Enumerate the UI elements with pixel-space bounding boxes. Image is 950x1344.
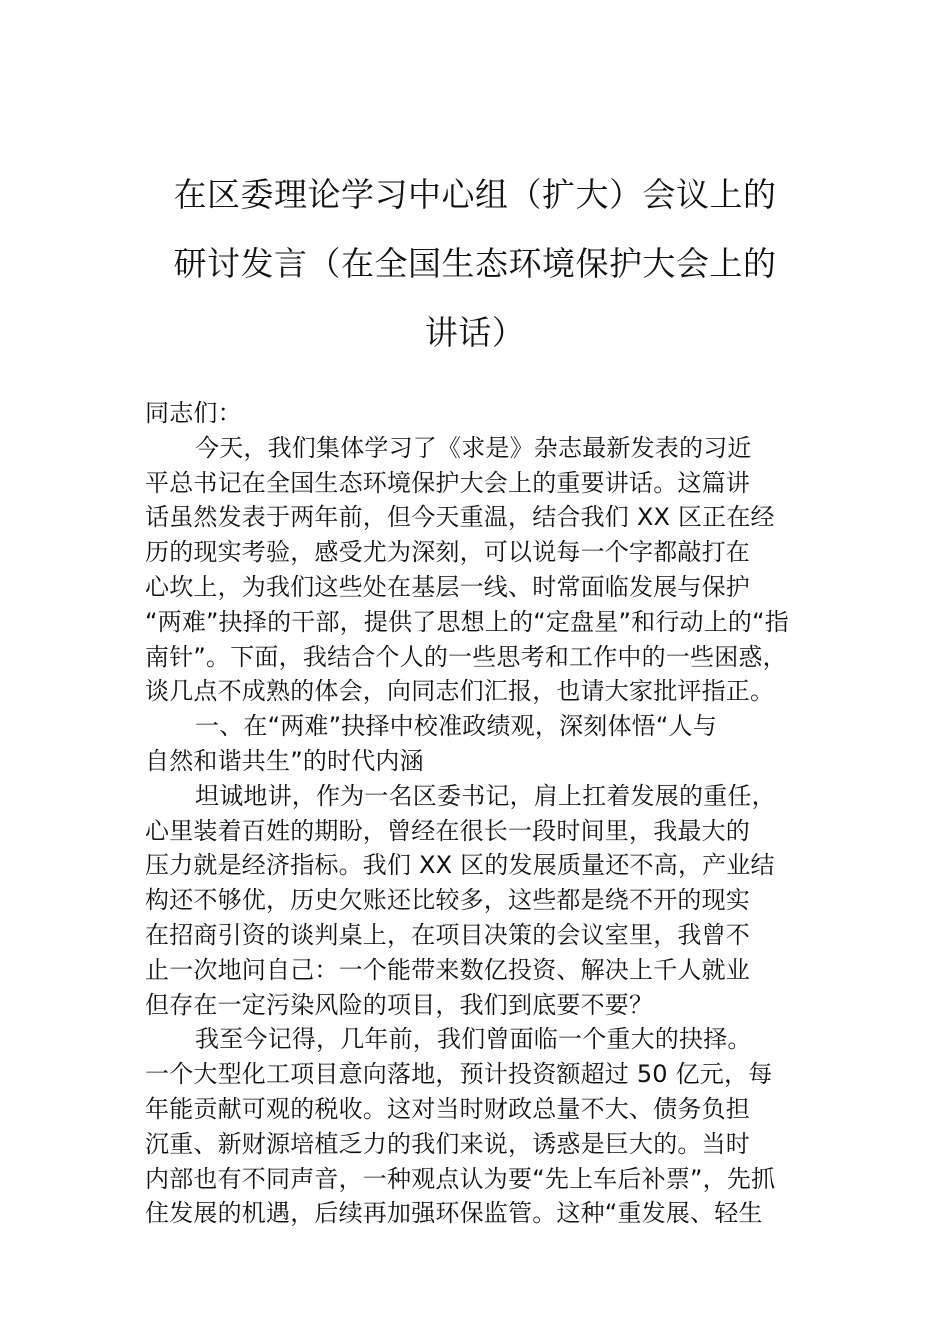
text-line: 在招商引资的谈判桌上，在项目决策的会议室里，我曾不 [145,920,750,949]
text-line: 话虽然发表于两年前，但今天重温，结合我们 XX 区正在经 [145,503,775,532]
text-line: 坦诚地讲，作为一名区委书记，肩上扛着发展的重任， [195,781,776,810]
text-line: 一个大型化工项目意向落地，预计投资额超过 50 亿元，每 [145,1060,773,1089]
title-line: 讲话） [424,313,526,352]
text-line: 内部也有不同声音，一种观点认为要“先上车后补票”，先抓 [145,1164,776,1193]
text-line: 沉重、新财源培植乏力的我们来说，诱惑是巨大的。当时 [145,1129,750,1158]
salutation: 同志们： [145,399,242,427]
text-line: 今天，我们集体学习了《求是》杂志最新发表的习近 [195,433,752,462]
text-line: 但存在一定污染风险的项目，我们到底要不要？ [145,990,654,1019]
text-line: 止一次地问自己：一个能带来数亿投资、解决上千人就业 [145,955,750,984]
text-line: 南针”。下面，我结合个人的一些思考和工作中的一些困惑， [145,642,787,671]
paragraph-intro [145,431,805,709]
text-line: 压力就是经济指标。我们 XX 区的发展质量还不高，产业结 [145,851,775,880]
text-line: 心坎上，为我们这些处在基层一线、时常面临发展与保护 [145,572,750,601]
heading-line: 自然和谐共生”的时代内涵 [145,746,424,775]
title-line: 研讨发言（在全国生态环境保护大会上的 [173,244,777,283]
document-title [145,160,805,367]
text-line: 心里装着百姓的期盼，曾经在很长一段时间里，我最大的 [145,816,750,845]
section-heading [145,709,805,779]
paragraph-pressure [145,779,805,1023]
paragraph-choice [145,1022,805,1231]
text-line: “两难”抉择的干部，提供了思想上的“定盘星”和行动上的“指 [145,607,789,636]
text-line: 平总书记在全国生态环境保护大会上的重要讲话。这篇讲 [145,468,750,497]
title-line: 在区委理论学习中心组（扩大）会议上的 [173,175,777,214]
text-line: 我至今记得，几年前，我们曾面临一个重大的抉择。 [195,1025,752,1054]
text-line: 年能贡献可观的税收。这对当时财政总量不大、债务负担 [145,1094,750,1123]
heading-line: 一、在“两难”抉择中校准政绩观，深刻体悟“人与 [195,712,717,741]
text-line: 构还不够优，历史欠账还比较多，这些都是绕不开的现实 [145,886,750,915]
text-line: 谈几点不成熟的体会，向同志们汇报，也请大家批评指正。 [145,677,775,706]
text-line: 住发展的机遇，后续再加强环保监管。这种“重发展、轻生 [145,1199,763,1228]
text-line: 历的现实考验，感受尤为深刻，可以说每一个字都敲打在 [145,538,750,567]
document-body [145,396,805,1231]
